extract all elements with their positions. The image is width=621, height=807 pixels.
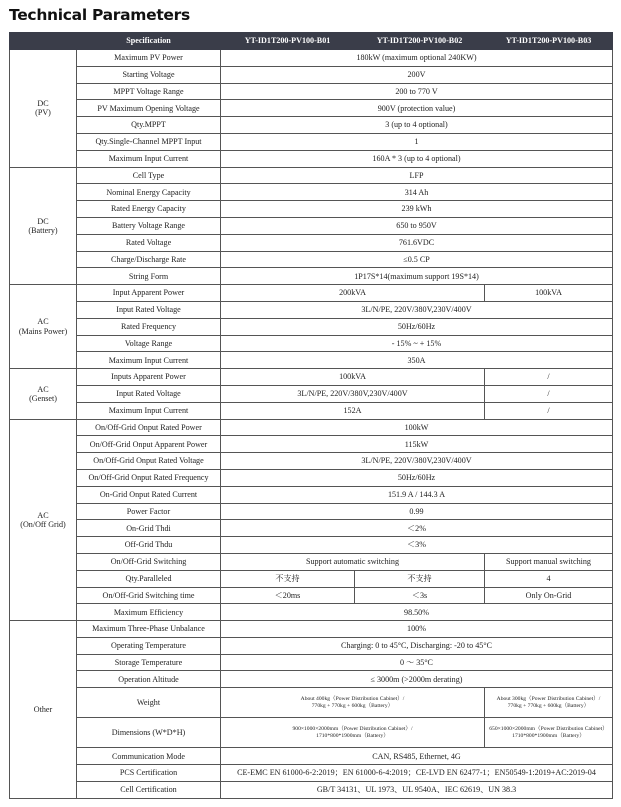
row-value: ＜3% <box>221 537 613 554</box>
table-row <box>10 587 613 604</box>
table-row <box>10 335 613 352</box>
row-value: CE-EMC EN 61000-6-2:2019；EN 61000-6-4:2019；CE-LVD EN 62477-1；EN50549-1:2019+AC:2019-04 <box>221 765 613 782</box>
row-label: On/Off-Grid Switching time <box>77 587 221 604</box>
row-value: 3L/N/PE, 220V/380V,230V/400V <box>221 301 613 318</box>
row-value: Charging: 0 to 45°C, Discharging: -20 to 45°C <box>221 637 613 654</box>
table-header-row <box>10 33 613 50</box>
row-label: Power Factor <box>77 503 221 520</box>
table-row <box>10 318 613 335</box>
table-row <box>10 385 613 402</box>
row-value: 100kW <box>221 419 613 436</box>
table-row <box>10 503 613 520</box>
row-label: Maximum Three-Phase Unbalance <box>77 621 221 638</box>
group-label-ac-on-off-grid: AC (On/Off Grid) <box>10 419 77 621</box>
table-row <box>10 654 613 671</box>
table-row <box>10 133 613 150</box>
table-row <box>10 234 613 251</box>
row-label: String Form <box>77 268 221 285</box>
table-row <box>10 671 613 688</box>
row-value: 不支持 <box>355 570 485 587</box>
row-value: About 400kg（Power Distribution Cabinet）/ 770kg + 770kg + 600kg（Battery） <box>221 688 485 718</box>
table-row <box>10 637 613 654</box>
row-label: Charge/Discharge Rate <box>77 251 221 268</box>
row-value: - 15% ~ + 15% <box>221 335 613 352</box>
group-label-ac-genset: AC (Genset) <box>10 369 77 419</box>
row-label: On-Grid Onput Rated Current <box>77 486 221 503</box>
table-row <box>10 352 613 369</box>
table-row <box>10 781 613 798</box>
header-specification: Specification <box>77 33 221 50</box>
row-label: Weight <box>77 688 221 718</box>
row-value: ＜20ms <box>221 587 355 604</box>
row-value: 152A <box>221 402 485 419</box>
table-row <box>10 184 613 201</box>
row-value: Support automatic switching <box>221 553 485 570</box>
row-label: PCS Certification <box>77 765 221 782</box>
row-label: MPPT Voltage Range <box>77 83 221 100</box>
table-row <box>10 570 613 587</box>
row-value: 350A <box>221 352 613 369</box>
table-row <box>10 251 613 268</box>
table-row <box>10 217 613 234</box>
row-label: Maximum Input Current <box>77 352 221 369</box>
row-label: On/Off-Grid Switching <box>77 553 221 570</box>
group-label-other: Other <box>10 621 77 799</box>
row-value: 98.50% <box>221 604 613 621</box>
row-label: On/Off-Grid Onput Rated Frequency <box>77 469 221 486</box>
row-value: / <box>485 402 613 419</box>
row-label: Input Rated Voltage <box>77 385 221 402</box>
row-value: LFP <box>221 167 613 184</box>
row-value: 900×1000×2000mm（Power Distribution Cabinet）/ 1710*800*1900mm（Battery） <box>221 718 485 748</box>
row-value: / <box>485 385 613 402</box>
header-model-b03: YT-ID1T200-PV100-B03 <box>485 33 613 50</box>
row-value: 不支持 <box>221 570 355 587</box>
header-model-b02: YT-ID1T200-PV100-B02 <box>355 33 485 50</box>
row-value: GB/T 34131、UL 1973、UL 9540A、IEC 62619、UN 38.3 <box>221 781 613 798</box>
row-value: 50Hz/60Hz <box>221 318 613 335</box>
row-value: 4 <box>485 570 613 587</box>
header-model-b01: YT-ID1T200-PV100-B01 <box>221 33 355 50</box>
row-value: 160A * 3 (up to 4 optional) <box>221 150 613 167</box>
row-label: Operating Temperature <box>77 637 221 654</box>
row-label: Dimensions (W*D*H) <box>77 718 221 748</box>
table-row <box>10 50 613 67</box>
table-row <box>10 453 613 470</box>
row-value: CAN, RS485, Ethernet, 4G <box>221 748 613 765</box>
row-value: 50Hz/60Hz <box>221 469 613 486</box>
row-value: ≤ 3000m (>2000m derating) <box>221 671 613 688</box>
table-row <box>10 167 613 184</box>
table-row <box>10 369 613 386</box>
group-label-dc-battery: DC (Battery) <box>10 167 77 285</box>
table-row <box>10 553 613 570</box>
row-label: Input Apparent Power <box>77 285 221 302</box>
table-row <box>10 748 613 765</box>
row-value: 180kW (maximum optional 240KW) <box>221 50 613 67</box>
table-row <box>10 150 613 167</box>
table-row <box>10 765 613 782</box>
table-row <box>10 201 613 218</box>
row-label: Rated Energy Capacity <box>77 201 221 218</box>
table-row <box>10 83 613 100</box>
row-value: 1P17S*14(maximum support 19S*14) <box>221 268 613 285</box>
row-value: Support manual switching <box>485 553 613 570</box>
row-label: Rated Voltage <box>77 234 221 251</box>
row-label: Inputs Apparent Power <box>77 369 221 386</box>
row-value: 650 to 950V <box>221 217 613 234</box>
table-row <box>10 117 613 134</box>
table-row <box>10 100 613 117</box>
row-label: PV Maximum Opening Voltage <box>77 100 221 117</box>
page-title: Technical Parameters <box>9 6 190 24</box>
row-label: Maximum PV Power <box>77 50 221 67</box>
row-value: 900V (protection value) <box>221 100 613 117</box>
row-value: 200V <box>221 66 613 83</box>
row-value: 650×1000×2000mm（Power Distribution Cabinet） 1710*800*1900mm（Battery） <box>485 718 613 748</box>
row-value: 1 <box>221 133 613 150</box>
group-label-dc-pv: DC (PV) <box>10 50 77 168</box>
row-label: Off-Grid Thdu <box>77 537 221 554</box>
row-label: Battery Voltage Range <box>77 217 221 234</box>
row-label: Operation Altitude <box>77 671 221 688</box>
row-label: Voltage Range <box>77 335 221 352</box>
row-label: Communication Mode <box>77 748 221 765</box>
table-row <box>10 268 613 285</box>
row-label: Qty.Single-Channel MPPT Input <box>77 133 221 150</box>
row-label: On/Off-Grid Onput Rated Power <box>77 419 221 436</box>
row-label: Storage Temperature <box>77 654 221 671</box>
row-label: Maximum Efficiency <box>77 604 221 621</box>
row-value: 100kVA <box>221 369 485 386</box>
table-row <box>10 436 613 453</box>
row-value: 3L/N/PE, 220V/380V,230V/400V <box>221 453 613 470</box>
row-value: 3 (up to 4 optional) <box>221 117 613 134</box>
table-row <box>10 604 613 621</box>
row-label: Starting Voltage <box>77 66 221 83</box>
row-label: Maximum Input Current <box>77 150 221 167</box>
table-row <box>10 718 613 748</box>
row-label: On-Grid Thdi <box>77 520 221 537</box>
table-row <box>10 285 613 302</box>
row-label: Qty.Paralleled <box>77 570 221 587</box>
row-value: ＜3s <box>355 587 485 604</box>
row-label: Nominal Energy Capacity <box>77 184 221 201</box>
row-value: 100% <box>221 621 613 638</box>
row-label: Qty.MPPT <box>77 117 221 134</box>
row-value: 761.6VDC <box>221 234 613 251</box>
row-label: Rated Frequency <box>77 318 221 335</box>
table-row <box>10 621 613 638</box>
row-label: On/Off-Grid Onput Apparent Power <box>77 436 221 453</box>
row-value: Only On-Grid <box>485 587 613 604</box>
row-value: 0.99 <box>221 503 613 520</box>
table-row <box>10 537 613 554</box>
table-row <box>10 66 613 83</box>
row-label: Cell Type <box>77 167 221 184</box>
row-label: Maximum Input Current <box>77 402 221 419</box>
row-value: 3L/N/PE, 220V/380V,230V/400V <box>221 385 485 402</box>
table-row <box>10 301 613 318</box>
table-row <box>10 486 613 503</box>
header-blank <box>10 33 77 50</box>
row-label: Input Rated Voltage <box>77 301 221 318</box>
row-value: 200 to 770 V <box>221 83 613 100</box>
row-value: 151.9 A / 144.3 A <box>221 486 613 503</box>
row-value: ≤0.5 CP <box>221 251 613 268</box>
row-value: 100kVA <box>485 285 613 302</box>
table-row <box>10 419 613 436</box>
technical-parameters-table <box>9 32 613 799</box>
row-label: On/Off-Grid Onput Rated Voltage <box>77 453 221 470</box>
table-row <box>10 520 613 537</box>
row-value: ＜2% <box>221 520 613 537</box>
group-label-ac-mains: AC (Mains Power) <box>10 285 77 369</box>
table-row <box>10 688 613 718</box>
row-value: 0 ～ 35°C <box>221 654 613 671</box>
table-row <box>10 402 613 419</box>
row-value: About 300kg（Power Distribution Cabinet）/ 770kg + 770kg + 600kg（Battery） <box>485 688 613 718</box>
table-row <box>10 469 613 486</box>
row-value: 239 kWh <box>221 201 613 218</box>
row-value: 115kW <box>221 436 613 453</box>
row-value: / <box>485 369 613 386</box>
row-value: 314 Ah <box>221 184 613 201</box>
row-label: Cell Certification <box>77 781 221 798</box>
row-value: 200kVA <box>221 285 485 302</box>
